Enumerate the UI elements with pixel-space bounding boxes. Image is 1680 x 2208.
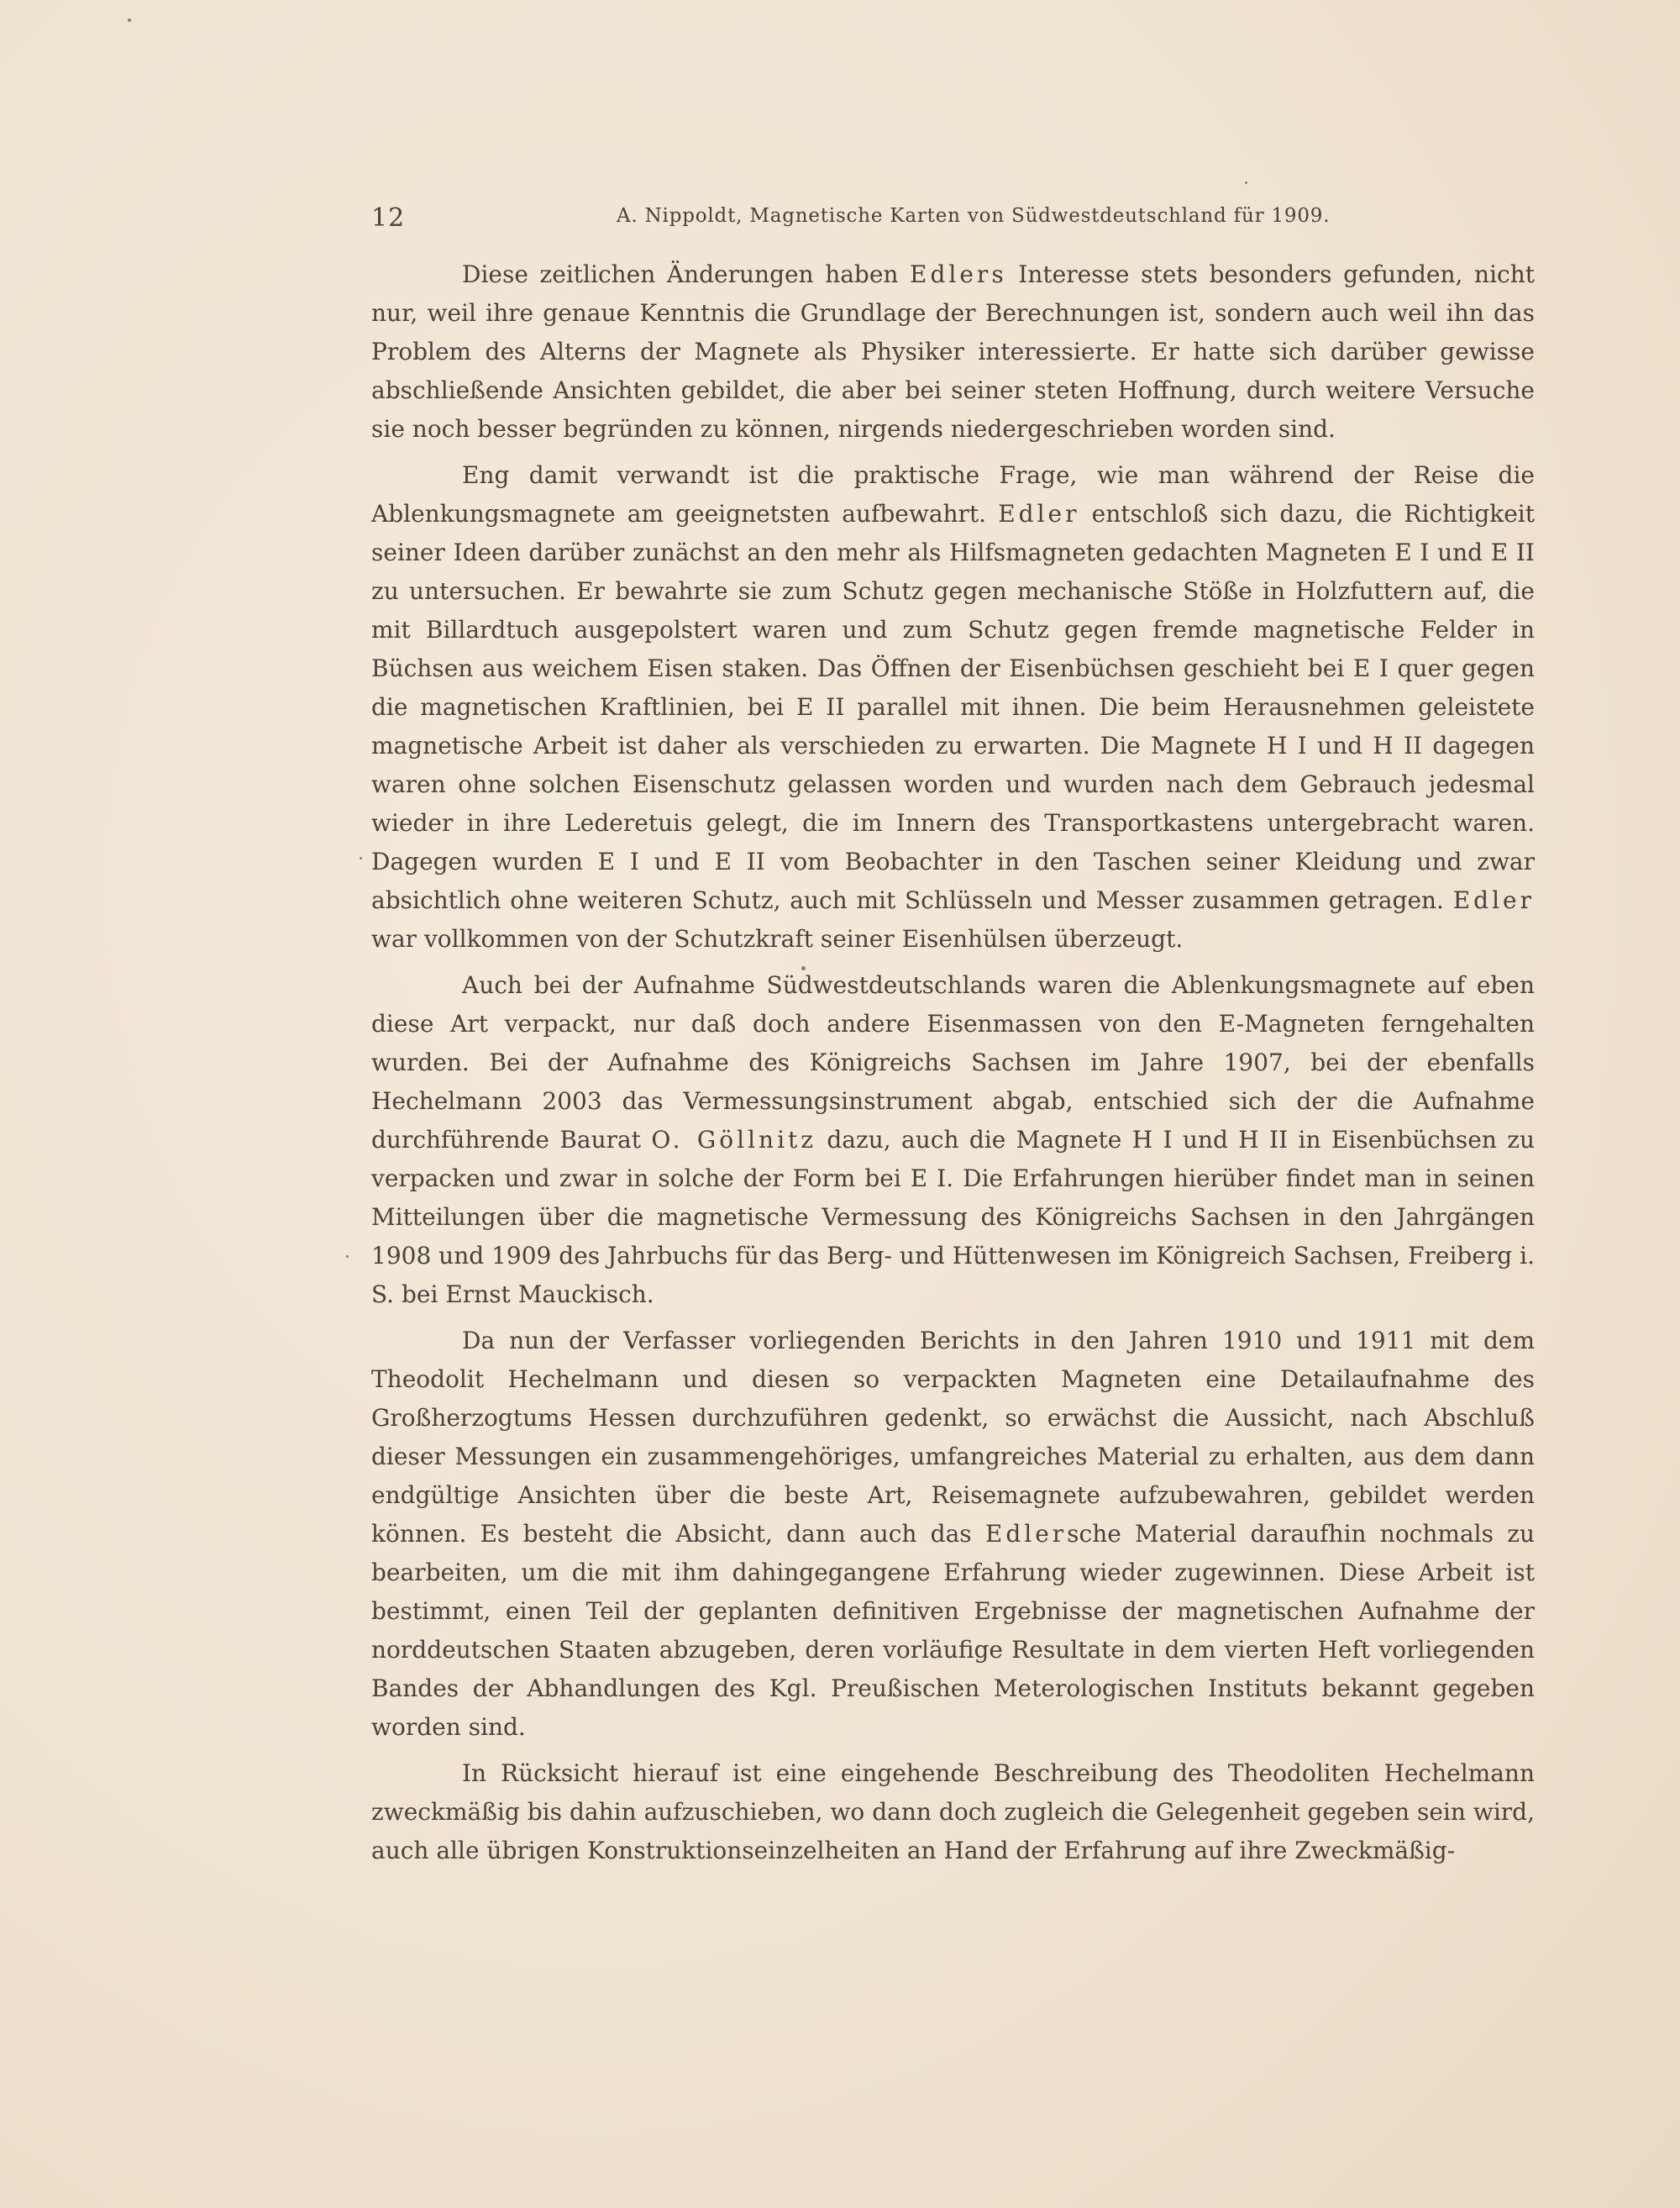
running-head: [371, 200, 1535, 237]
spaced-name: Edlers: [910, 260, 1007, 288]
text-segment: sche Material daraufhin nochmals zu bearbeiten, um die mit ihm dahingegangene Erfahrung wieder zugewinnen. Diese Arbeit ist bestimmt, einen Teil der geplanten definitiven Ergebnisse der magnetischen Aufnahme der norddeutschen Staaten abzugeben, deren vorläufige Resultate in dem vierten Heft vorliegenden Bandes der Abhandlungen des Kgl. Preußischen Meterologischen Instituts bekannt gegeben worden sind.: [371, 1520, 1535, 1741]
paragraph: [371, 1322, 1535, 1747]
body-text: [371, 255, 1535, 1870]
paragraph: [371, 456, 1535, 959]
paragraph: [371, 1754, 1535, 1870]
text-segment: Da nun der Verfasser vorliegenden Berichts in den Jahren 1910 und 1911 mit dem Theodolit Hechelmann und diesen so verpackten Magneten eine Detailaufnahme des Großherzogtums Hessen durchzuführen gedenkt, so erwächst die Aussicht, nach Abschluß dieser Messungen ein zusammengehöriges, umfangreiches Material zu erhalten, aus dem dann endgültige Ansichten über die beste Art, Reisemagnete aufzubewahren, gebildet werden können. Es besteht die Absicht, dann auch das: [371, 1327, 1535, 1548]
text-segment: war vollkommen von der Schutzkraft seiner Eisenhülsen überzeugt.: [371, 925, 1184, 953]
paper-speck: [360, 857, 362, 860]
text-segment: Eng damit verwandt ist die praktische Frage, wie man während der Reise die Ablenkungsmagnete am geeignetsten aufbewahrt.: [371, 461, 1535, 528]
text-segment: entschloß sich dazu, die Richtigkeit seiner Ideen darüber zunächst an den mehr als Hilfsmagneten gedachten Magneten E I und E II zu untersuchen. Er bewahrte sie zum Schutz gegen mechanische Stöße in Holzfuttern auf, die mit Billardtuch ausgepolstert waren und zum Schutz gegen fremde magnetische Felder in Büchsen aus weichem Eisen staken. Das Öffnen der Eisenbüchsen geschieht bei E I quer gegen die magnetischen Kraftlinien, bei E II parallel mit ihnen. Die beim Herausnehmen geleistete magnetische Arbeit ist daher als verschieden zu erwarten. Die Magnete H I und H II dagegen waren ohne solchen Eisenschutz gelassen worden und wurden nach dem Gebrauch jedesmal wieder in ihre Lederetuis gelegt, die im Innern des Transportkastens untergebracht waren. Dagegen wurden E I und E II vom Beobachter in den Taschen seiner Kleidung und zwar absichtlich ohne weiteren Schutz, auch mit Schlüsseln und Messer zusammen getragen.: [371, 500, 1536, 914]
paper-speck: [128, 18, 131, 22]
text-segment: In Rücksicht hierauf ist eine eingehende Beschreibung des Theodoliten Hechelmann zweckmäßig bis dahin aufzuschieben, wo dann doch zugleich die Gelegenheit gegeben sein wird, auch alle übrigen Konstruktionseinzelheiten an Hand der Erfahrung auf ihre Zweckmäßig-: [371, 1759, 1535, 1864]
document-page: [371, 200, 1535, 1878]
text-segment: Diese zeitlichen Änderungen haben: [462, 260, 911, 288]
paragraph: [371, 966, 1535, 1314]
header-title: A. Nippoldt, Magnetische Karten von Südwestdeutschland für 1909.: [617, 205, 1331, 227]
spaced-name: Edler: [984, 1520, 1068, 1548]
paragraph: [371, 255, 1535, 449]
spaced-name: Edler: [1452, 886, 1535, 914]
spaced-name: O. Göllnitz: [651, 1126, 817, 1154]
paper-speck: [1245, 181, 1247, 184]
text-segment: dazu, auch die Magnete H I und H II in Eisenbüchsen zu verpacken und zwar in solche der Form bei E I. Die Erfahrungen hierüber findet man in seinen Mitteilungen über die magnetische Vermessung des Königreichs Sachsen in den Jahrgängen 1908 und 1909 des Jahrbuchs für das Berg- und Hüttenwesen im Königreich Sachsen, Freiberg i. S. bei Ernst Mauckisch.: [371, 1126, 1535, 1308]
spaced-name: Edler: [998, 500, 1080, 528]
text-segment: Auch bei der Aufnahme Südwestdeutschlands waren die Ablenkungsmagnete auf eben diese Art verpackt, nur daß doch andere Eisenmassen von den E-Magneten ferngehalten wurden. Bei der Aufnahme des Königreichs Sachsen im Jahre 1907, bei der ebenfalls Hechelmann 2003 das Vermessungsinstrument abgab, entschied sich der die Aufnahme durchführende Baurat: [371, 971, 1535, 1154]
paper-speck: [346, 1255, 349, 1258]
text-segment: Interesse stets besonders gefunden, nicht nur, weil ihre genaue Kenntnis die Grundlage der Berechnungen ist, sondern auch weil ihn das Problem des Alterns der Magnete als Physiker interessierte. Er hatte sich darüber gewisse abschließende Ansichten gebildet, die aber bei seiner steten Hoffnung, durch weitere Versuche sie noch besser begründen zu können, nirgends niedergeschrieben worden sind.: [371, 260, 1535, 443]
page-number: 12: [371, 203, 406, 233]
